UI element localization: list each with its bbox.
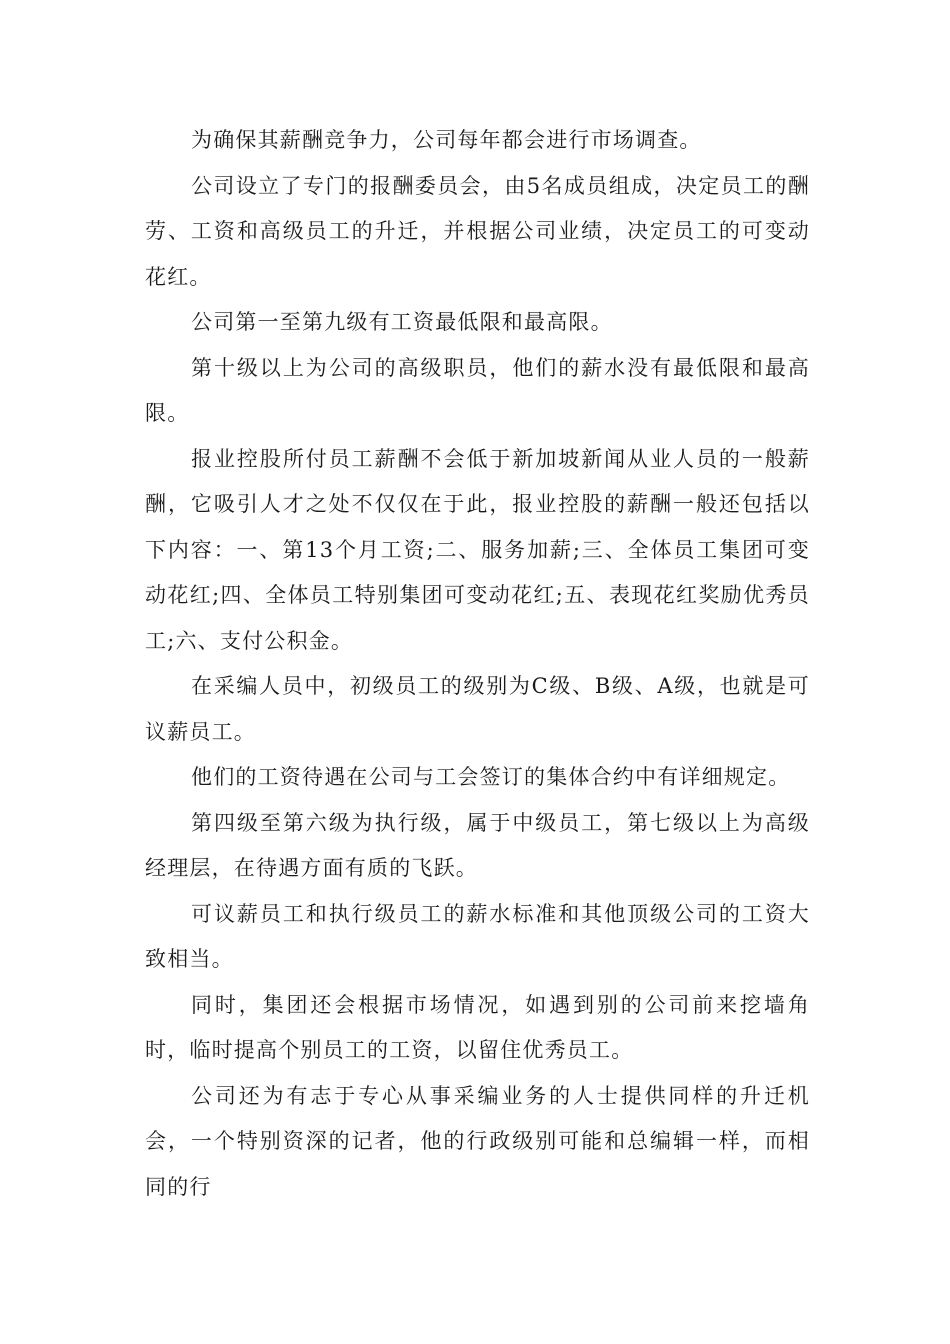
document-page [145,118,810,1210]
paragraph: 报业控股所付员工薪酬不会低于新加坡新闻从业人员的一般薪酬，它吸引人才之处不仅仅在于此，报业控股的薪酬一般还包括以下内容：一、第13个月工资;二、服务加薪;三、全体员工集团可变动花红;四、全体员工特别集团可变动花红;五、表现花红奖励优秀员工;六、支付公积金。 [145,446,810,653]
paragraph: 可议薪员工和执行级员工的薪水标准和其他顶级公司的工资大致相当。 [145,901,810,971]
paragraph: 同时，集团还会根据市场情况，如遇到别的公司前来挖墙角时，临时提高个别员工的工资，以留住优秀员工。 [145,992,810,1062]
paragraph: 公司第一至第九级有工资最低限和最高限。 [191,310,613,334]
paragraph: 他们的工资待遇在公司与工会签订的集体合约中有详细规定。 [191,765,791,789]
paragraph: 第四级至第六级为执行级，属于中级员工，第七级以上为高级经理层，在待遇方面有质的飞跃。 [145,810,810,880]
paragraph: 公司还为有志于专心从事采编业务的人士提供同样的升迁机会，一个特别资深的记者，他的行政级别可能和总编辑一样，而相同的行 [145,1083,810,1199]
paragraph: 为确保其薪酬竞争力，公司每年都会进行市场调查。 [191,128,702,152]
paragraph: 第十级以上为公司的高级职员，他们的薪水没有最低限和最高限。 [145,355,810,425]
paragraph: 在采编人员中，初级员工的级别为C级、B级、A级，也就是可议薪员工。 [145,674,810,744]
paragraph: 公司设立了专门的报酬委员会，由5名成员组成，决定员工的酬劳、工资和高级员工的升迁，并根据公司业绩，决定员工的可变动花红。 [145,173,810,289]
